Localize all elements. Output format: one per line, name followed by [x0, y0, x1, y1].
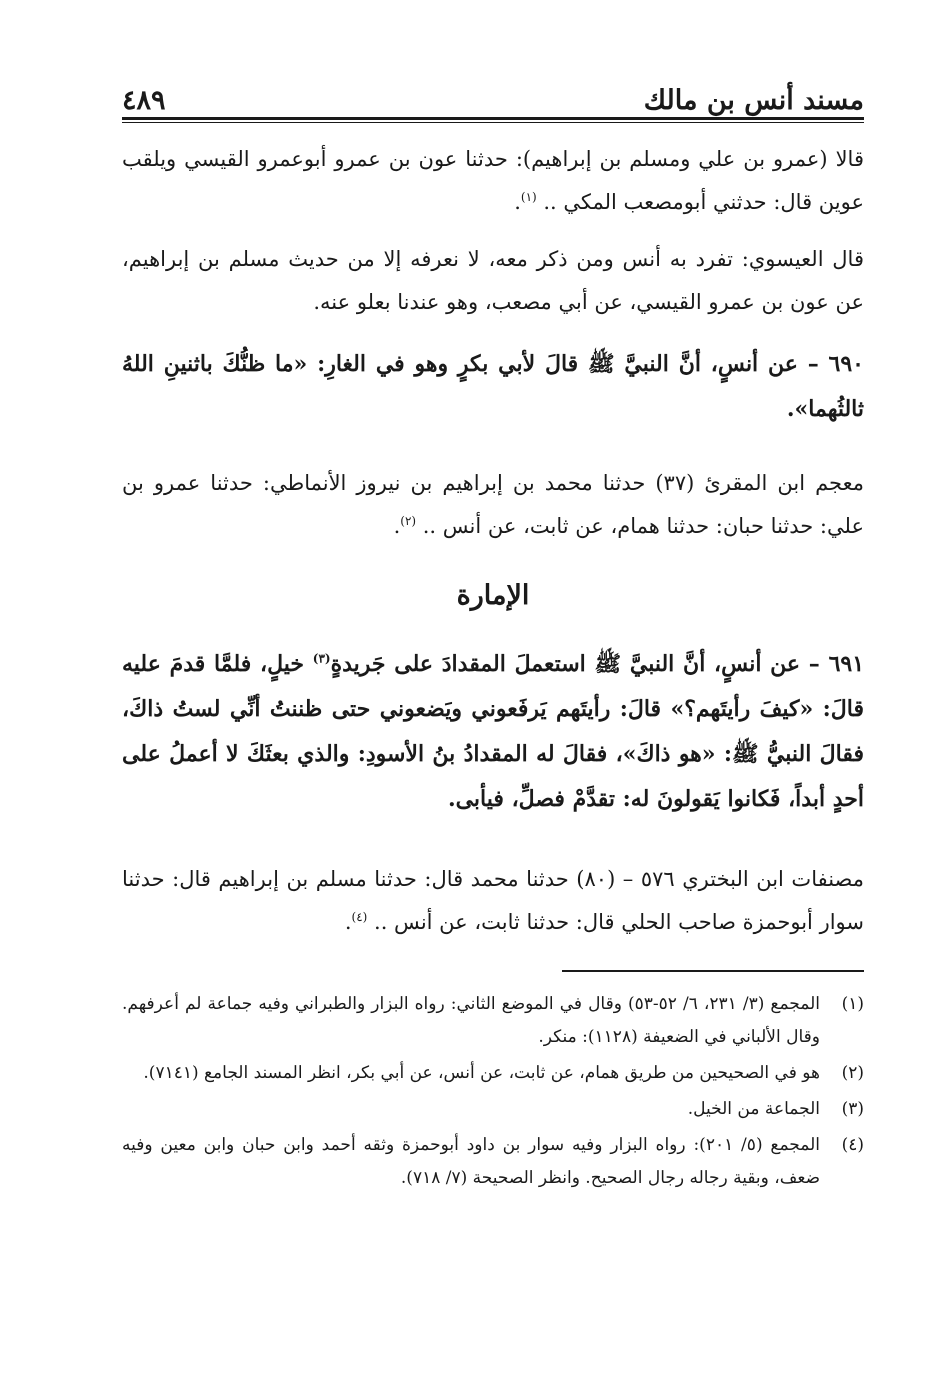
page-header	[122, 72, 864, 116]
footnote-number: (١)	[841, 994, 864, 1014]
hadith-690	[122, 342, 864, 432]
header-rule-thin	[122, 122, 864, 123]
footnote-text: المجمع (٣/ ٢٣١، ٦/ ٥٢-٥٣) وقال في الموضع الثاني: رواه البزار والطبراني وفيه جماعة لم أعرفهم. وقال الألباني في الضعيفة (١١٢٨): منكر.	[122, 994, 821, 1047]
header-rule	[122, 117, 864, 120]
paragraph-end: .	[344, 910, 352, 934]
footnote-item	[122, 1129, 864, 1195]
paragraph-end: .	[514, 190, 521, 214]
hadith-691	[122, 642, 864, 822]
footnote-text: هو في الصحيحين من طريق همام، عن ثابت، عن أنس، عن أبي بكر، انظر المسند الجامع (٧١٤١).	[143, 1063, 820, 1083]
footnote-number: (٢)	[841, 1063, 864, 1083]
paragraph-source-691	[122, 858, 864, 944]
footnote-ref[interactable]: (٣)	[312, 651, 331, 666]
hadith-text-continued: خيلٍ، فلمَّا قدمَ عليه قالَ: «كيفَ رأيتَهم؟» قالَ: رأيتَهم يَرفَعوني ويَضعوني حتى ظننتُ أنِّي لستُ ذاكَ، فقالَ النبيُّ ﷺ: «هو ذاكَ»، فقالَ له المقدادُ بنُ الأسودِ: والذي بعثَكَ لا أعملُ على أحدٍ أبداً، فَكانوا يَقولونَ له: تقدَّمْ فصلِّ، فيأبى.	[122, 651, 864, 812]
paragraph-chain-1	[122, 138, 864, 224]
paragraph-end: .	[393, 514, 401, 538]
footnote-item	[122, 1057, 864, 1090]
section-title: الإمارة	[456, 580, 530, 611]
paragraph-text: معجم ابن المقرئ (٣٧) حدثنا محمد بن إبراهيم بن نيروز الأنماطي: حدثنا عمرو بن علي: حدثنا حبان: حدثنا همام، عن ثابت، عن أنس ..	[122, 471, 864, 538]
running-title: مسند أنس بن مالك	[643, 85, 864, 116]
paragraph-commentary	[122, 238, 864, 324]
paragraph-text: قال العيسوي: تفرد به أنس ومن ذكر معه، لا نعرفه إلا من حديث مسلم بن إبراهيم، عن عون بن عمرو القيسي، عن أبي مصعب، وهو عندنا بعلو عنه.	[122, 247, 864, 314]
footnote-ref[interactable]: (٢)	[400, 514, 417, 528]
footnote-separator	[562, 970, 864, 972]
paragraph-text: قالا (عمرو بن علي ومسلم بن إبراهيم): حدثنا عون بن عمرو أبوعمرو القيسي ويلقب عوين قال: حدثني أبومصعب المكي ..	[122, 147, 864, 214]
paragraph-source-690	[122, 462, 864, 548]
footnote-ref[interactable]: (٤)	[351, 910, 368, 924]
footnote-text: المجمع (٥/ ٢٠١): رواه البزار وفيه سوار بن داود أبوحمزة وثقه أحمد وابن حبان وابن معين وفيه ضعف، وبقية رجاله رجال الصحيح. وانظر الصحيحة (٧/ ٧١٨).	[122, 1135, 820, 1188]
footnote-number: (٤)	[841, 1135, 864, 1155]
hadith-text: ٦٩٠ – عن أنسٍ، أنَّ النبيَّ ﷺ قالَ لأبي بكرٍ وهو في الغارِ: «ما ظنُّكَ باثنينِ اللهُ ثالثُهما».	[122, 351, 864, 422]
footnotes	[122, 988, 864, 1198]
paragraph-text: مصنفات ابن البختري ٥٧٦ – (٨٠) حدثنا محمد قال: حدثنا مسلم بن إبراهيم قال: حدثنا سوار أبوحمزة صاحب الحلي قال: حدثنا ثابت، عن أنس ..	[122, 867, 865, 934]
footnote-text: الجماعة من الخيل.	[687, 1099, 820, 1119]
hadith-text: ٦٩١ – عن أنسٍ، أنَّ النبيَّ ﷺ استعملَ المقدادَ على جَريدةٍ	[330, 651, 865, 677]
footnote-number: (٣)	[841, 1099, 864, 1119]
page-number: ٤٨٩	[122, 85, 166, 116]
footnote-item	[122, 988, 864, 1054]
footnote-ref[interactable]: (١)	[520, 190, 537, 204]
footnote-item	[122, 1093, 864, 1126]
